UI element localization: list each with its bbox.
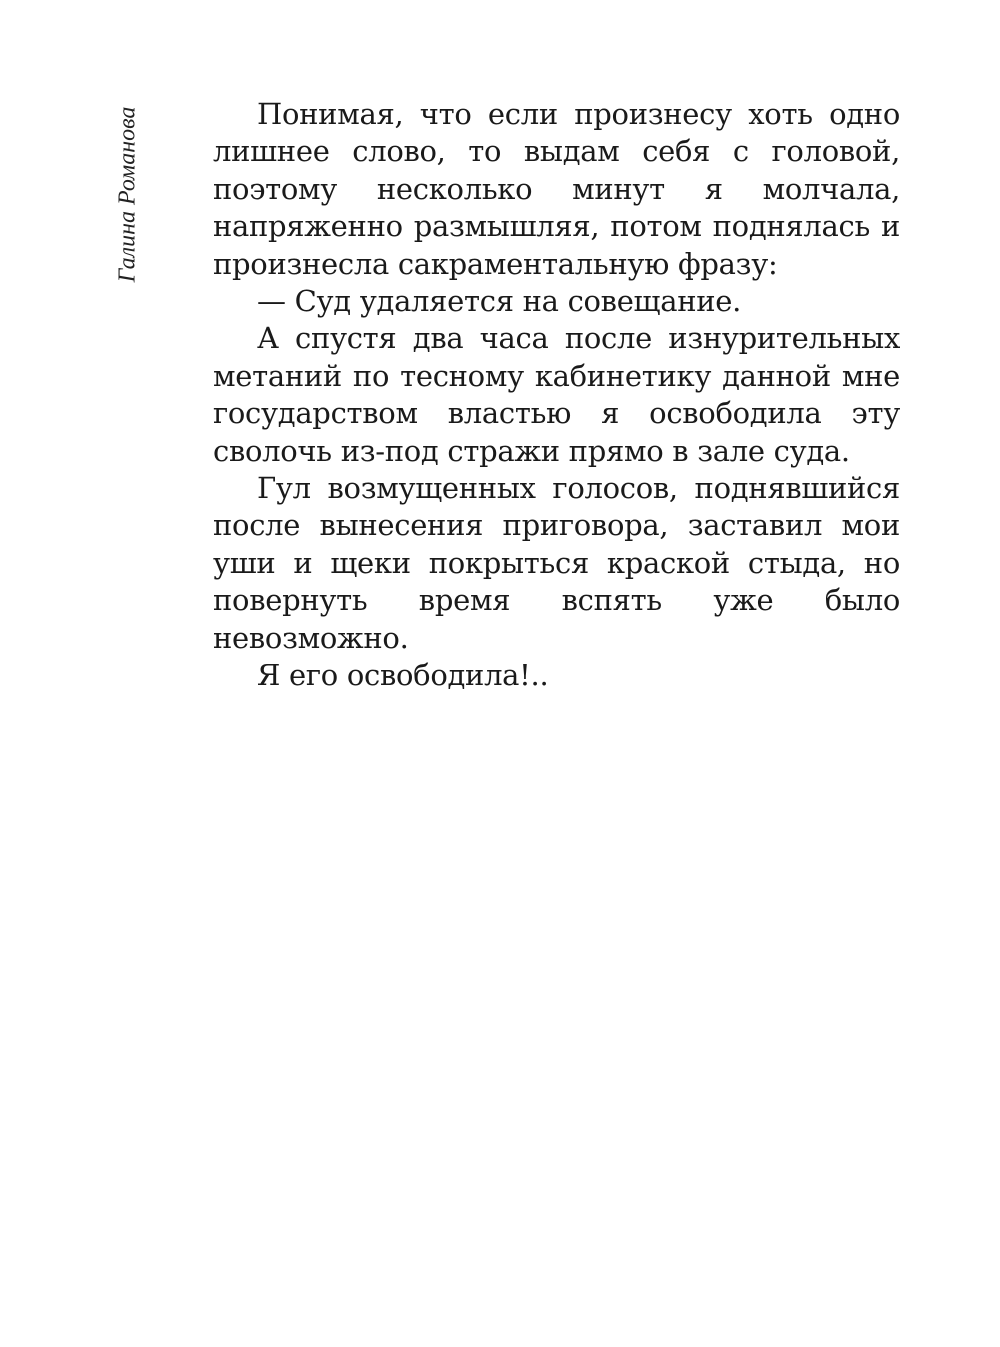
body-text (213, 96, 900, 695)
paragraph: Я его освободила!.. (257, 658, 549, 693)
paragraph: Гул возмущенных голосов, поднявшийся после вынесения приговора, заставил мои уши и щеки покрыться краской стыда, но повернуть время вспять уже было невозможно. (213, 471, 900, 655)
running-head-author: Галина Романова (114, 106, 141, 283)
paragraph: А спустя два часа после изнурительных метаний по тесному кабинетику данной мне государством властью я освободила эту сволочь из-под стражи прямо в зале суда. (213, 321, 900, 468)
paragraph-dialogue: — Суд удаляется на совещание. (257, 284, 742, 319)
running-head (110, 102, 146, 287)
paragraph: Понимая, что если произнесу хоть одно лишнее слово, то выдам себя с головой, поэтому несколько минут я молчала, напряженно размышляя, потом поднялась и произнесла сакраментальную фразу: (213, 97, 900, 281)
